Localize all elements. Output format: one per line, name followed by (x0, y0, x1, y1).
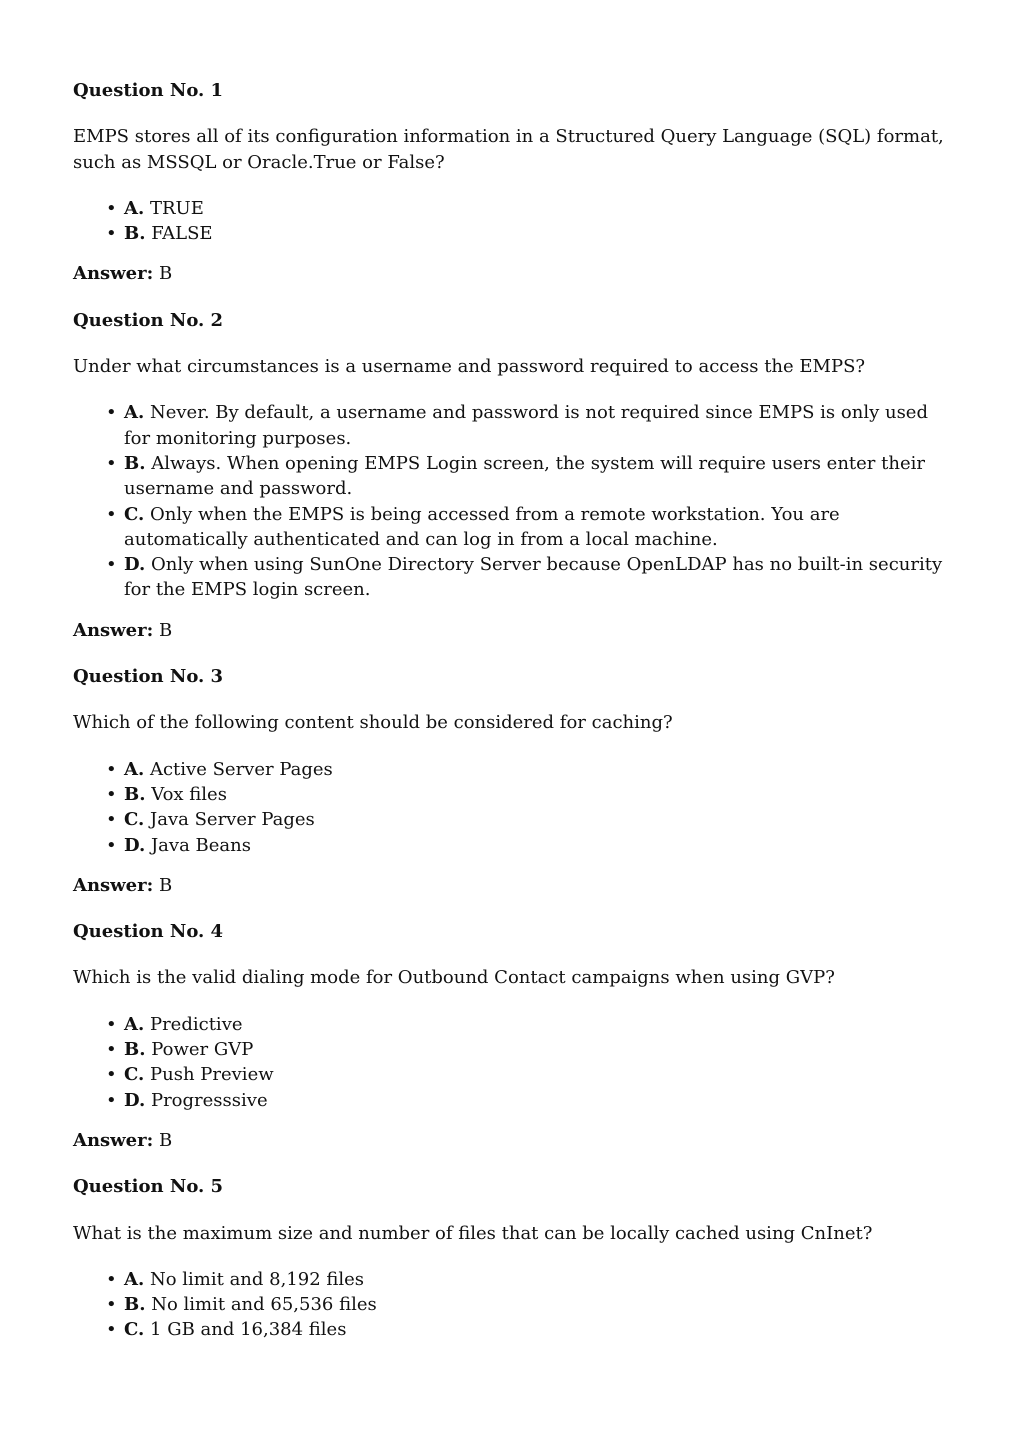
option-letter: C. (124, 503, 145, 525)
option-text: Predictive (149, 1013, 243, 1035)
question-text: Which is the valid dialing mode for Outbound Contact campaigns when using GVP? (73, 967, 835, 989)
option-item (106, 1267, 953, 1292)
option-text: Java Beans (150, 834, 251, 856)
option-text: TRUE (149, 197, 204, 219)
option-letter: A. (124, 197, 145, 219)
option-item (106, 833, 953, 858)
option-letter: D. (124, 554, 146, 576)
answer-value: B (159, 263, 173, 285)
option-letter: D. (124, 1089, 146, 1111)
document-body (73, 78, 953, 1358)
answer-value: B (159, 619, 173, 641)
option-text: Java Server Pages (150, 809, 315, 831)
bullet-icon: • (106, 1268, 117, 1290)
option-text: Always. When opening EMPS Login screen, the system will require users enter their username and password. (124, 452, 925, 500)
question-text: What is the maximum size and number of files that can be locally cached using CnInet? (73, 1222, 873, 1244)
bullet-icon: • (106, 783, 117, 805)
option-item (106, 757, 953, 782)
option-item (106, 1088, 953, 1113)
option-item (106, 1037, 953, 1062)
option-item (106, 1292, 953, 1317)
bullet-icon: • (106, 1089, 117, 1111)
question-text: EMPS stores all of its configuration information in a Structured Query Language (SQL) format, such as MSSQL or Oracle.True or False? (73, 126, 944, 173)
option-letter: A. (124, 1013, 145, 1035)
answer-label: Answer: (73, 619, 154, 641)
option-text: No limit and 8,192 files (149, 1268, 365, 1290)
option-letter: B. (124, 1039, 146, 1061)
option-item (106, 1317, 953, 1342)
question-text: Which of the following content should be considered for caching? (73, 712, 673, 734)
option-text: FALSE (151, 223, 213, 245)
option-text: Only when the EMPS is being accessed from a remote workstation. You are automatically authenticated and can log in from a local machine. (124, 503, 840, 550)
question-block (73, 78, 953, 287)
answer-line (73, 261, 953, 286)
answer-value: B (159, 874, 173, 896)
answer-line (73, 1128, 953, 1153)
question-title: Question No. 5 (73, 1176, 224, 1198)
option-letter: B. (124, 1294, 146, 1316)
option-letter: B. (124, 452, 146, 474)
question-block (73, 664, 953, 898)
bullet-icon: • (106, 1319, 117, 1341)
bullet-icon: • (106, 1039, 117, 1061)
option-item (106, 502, 953, 553)
option-text: Push Preview (150, 1064, 274, 1086)
question-title: Question No. 4 (73, 921, 224, 943)
option-text: Never. By default, a username and password is not required since EMPS is only used for monitoring purposes. (124, 402, 928, 449)
question-title: Question No. 3 (73, 666, 224, 688)
question-title: Question No. 1 (73, 80, 224, 101)
option-item (106, 196, 953, 221)
option-letter: C. (124, 809, 145, 831)
option-list (73, 757, 953, 858)
option-item (106, 451, 953, 502)
question-title: Question No. 2 (73, 309, 224, 331)
bullet-icon: • (106, 1013, 117, 1035)
option-letter: A. (124, 758, 145, 780)
option-list (73, 400, 953, 602)
question-block (73, 1174, 953, 1342)
answer-label: Answer: (73, 874, 154, 896)
option-text: Vox files (151, 783, 227, 805)
option-text: 1 GB and 16,384 files (150, 1319, 347, 1341)
option-letter: B. (124, 783, 146, 805)
question-block (73, 308, 953, 643)
option-text: Active Server Pages (149, 758, 333, 780)
bullet-icon: • (106, 402, 117, 424)
bullet-icon: • (106, 503, 117, 525)
option-item (106, 807, 953, 832)
option-list (73, 196, 953, 247)
bullet-icon: • (106, 452, 117, 474)
option-list (73, 1267, 953, 1343)
question-block (73, 919, 953, 1153)
option-text: No limit and 65,536 files (151, 1294, 377, 1316)
option-item (106, 1062, 953, 1087)
option-letter: A. (124, 402, 145, 424)
option-letter: C. (124, 1064, 145, 1086)
answer-line (73, 618, 953, 643)
answer-label: Answer: (73, 1129, 154, 1151)
option-text: Progresssive (150, 1089, 268, 1111)
option-text: Power GVP (151, 1039, 254, 1061)
answer-label: Answer: (73, 263, 154, 285)
option-item (106, 552, 953, 603)
option-item (106, 221, 953, 246)
option-item (106, 400, 953, 451)
bullet-icon: • (106, 834, 117, 856)
option-list (73, 1012, 953, 1113)
option-item (106, 782, 953, 807)
bullet-icon: • (106, 809, 117, 831)
bullet-icon: • (106, 197, 117, 219)
bullet-icon: • (106, 758, 117, 780)
option-letter: D. (124, 834, 146, 856)
answer-line (73, 873, 953, 898)
option-item (106, 1012, 953, 1037)
bullet-icon: • (106, 223, 117, 245)
option-letter: A. (124, 1268, 145, 1290)
option-letter: B. (124, 223, 146, 245)
option-text: Only when using SunOne Directory Server because OpenLDAP has no built-in security for the EMPS login screen. (124, 554, 943, 601)
answer-value: B (159, 1129, 173, 1151)
bullet-icon: • (106, 1064, 117, 1086)
bullet-icon: • (106, 1294, 117, 1316)
bullet-icon: • (106, 554, 117, 576)
option-letter: C. (124, 1319, 145, 1341)
question-text: Under what circumstances is a username and password required to access the EMPS? (73, 356, 866, 378)
